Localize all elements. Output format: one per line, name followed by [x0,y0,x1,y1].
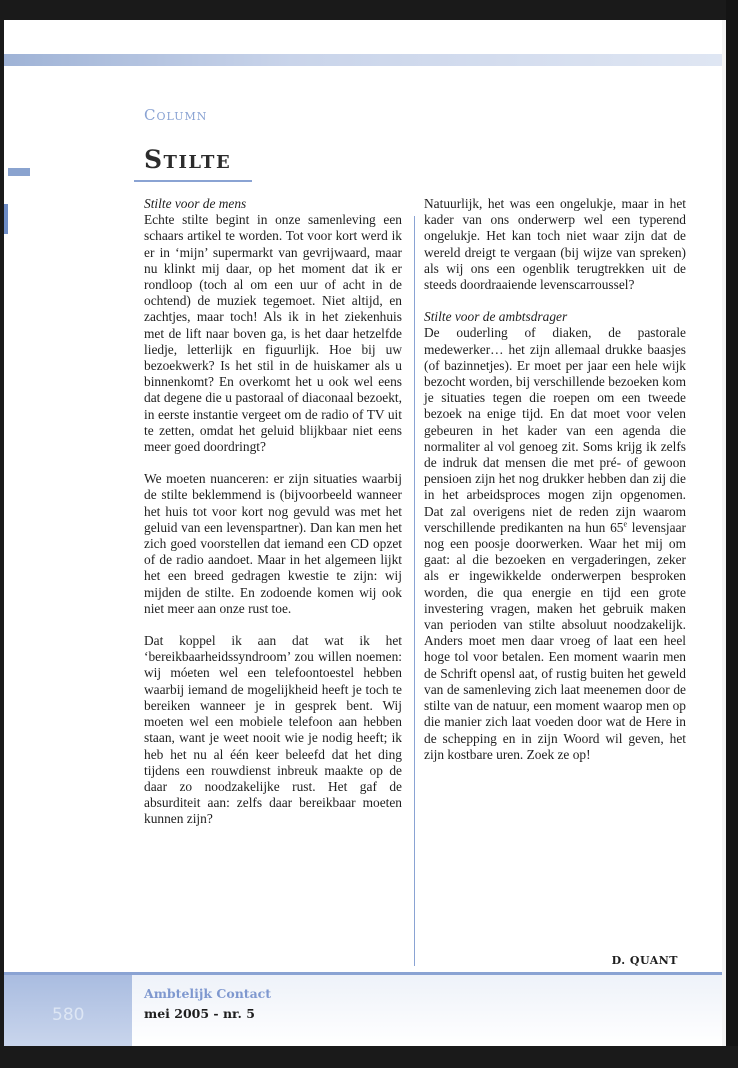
publication-title: Ambtelijk Contact [144,986,272,1001]
article-column-left [144,196,402,828]
paragraph-part: De ouderling of diaken, de pastorale medewerker… het zijn allemaal drukke baasjes (of bazinnetjes). Er moet per jaar een hele wijk bezocht worden, bij verschillende bezoeken kom je situaties tegen die roepen om een tweede bezoek na enige tijd. En dat moet voor velen gebeuren in het kader van een agenda die normaliter al vol genoeg zit. Soms krijg ik zelfs de indruk dat mensen die met pré- of gewoon pensioen zijn het nog drukker hebben dan zij die in het arbeidsproces mogen zijn opgenomen. Dat zal overigens niet de reden zijn waarom verschillende predikanten na hun 65 [424,325,686,535]
scan-edge-bottom [0,1046,738,1068]
page-number: 580 [52,1005,85,1025]
paragraph-gap [144,617,402,633]
subheading: Stilte voor de ambtsdrager [424,309,568,325]
margin-marker-small [4,204,8,234]
paragraph-part: levensjaar nog een poosje doorwerken. Waar het mij om gaat: al die bezoeken en vergaderingen, zeker als er ingewikkelde onderwerpen besproken worden, die qua energie en tijd een grote investering vragen, maken het gebruik maken van perioden van stilte absoluut noodzakelijk. Anders moet men daar vroeg of laat een heel hoge tol voor betalen. Een moment waarin men de Schrift opensl aat, of rustig buiten het geweld van de samenleving zich laat meenemen door de stilte van de natuur, een moment waarop men op die manier zich laat voeden door wat de Here in de schepping en in zijn Woord wil geven, het zijn kostbare uren. Zoek ze op! [424,519,686,762]
ordinal-suffix: e [623,519,628,529]
subheading: Stilte voor de mens [144,196,247,211]
issue-info: mei 2005 - nr. 5 [144,1006,255,1021]
section-label: Column [144,106,208,124]
article-column-right [424,196,686,763]
scan-edge-right [726,0,738,1068]
magazine-page [4,20,722,1046]
column-divider [414,216,415,966]
paragraph: Dat koppel ik aan dat wat ik het ‘bereikbaarheidssyndroom’ zou willen noemen: wij móeten wel een telefoontoestel hebben waarbij iemand de mogelijkheid heeft je toch te bereiken wanneer je in gesprek bent. Wij moeten wel een mobiele telefoon aan hebben staan, want je weet nooit wie je nodig heeft; ik heb het nu al één keer beleefd dat het ding tijdens een rouwdienst inbreuk maakte op de daar zo noodzakelijke rust. Het gaf de absurditeit aan: zelfs daar bereikbaar moeten kunnen zijn? [144,633,402,827]
paragraph: We moeten nuanceren: er zijn situaties waarbij de stilte beklemmend is (bijvoorbeeld wanneer het huis tot voor kort nog gevuld was met het geluid van een levenspartner). Dan kan men het zich goed voorstellen dat iemand een CD opzet of de radio aandoet. Maar in het algemeen lijkt het een breed gedragen kwestie te zijn: wij mijden de stilte. En zodoende komen wij ook niet meer aan onze rust toe. [144,471,402,616]
paragraph-gap [144,455,402,471]
paragraph: Echte stilte begint in onze samenleving een schaars artikel te worden. Tot voor kort werd ik er in ‘mijn’ supermarkt van gevrijwaard, maar nu klinkt mij daar, op het moment dat ik er rondloop (toch al om een uur of acht in de ochtend) de muziek tegemoet. Niet altijd, en zachtjes, maar toch! Als ik in het ziekenhuis met de lift naar boven ga, is het daar hetzelfde liedje, letterlijk en figuurlijk. Hoe bij uw bezoekwerk? Is het stil in de huiskamer als u binnenkomt? En overkomt het u ook wel eens dat degene die u pastoraal of diaconaal bezoekt, in eerste instantie vergeet om de radio of TV uit te zetten, omdat het geluid blijkbaar niet eens meer goed doordringt? [144,212,402,455]
article-title: Stilte [144,145,232,174]
header-band [4,54,722,66]
paragraph [424,325,686,762]
title-underline [134,180,252,182]
author-byline: D. QUANT [611,954,678,967]
adjacent-page-strip [722,20,726,1046]
paragraph: Natuurlijk, het was een ongelukje, maar in het kader van ons onderwerp wel een typerend ongelukje. Het kan toch niet waar zijn dat de wereld dreigt te vergaan (bij wijze van spreken) als wij ons een ogenblik terugtrekken uit de steeds doordraaiende levenscarroussel? [424,196,686,293]
margin-marker [8,168,30,176]
